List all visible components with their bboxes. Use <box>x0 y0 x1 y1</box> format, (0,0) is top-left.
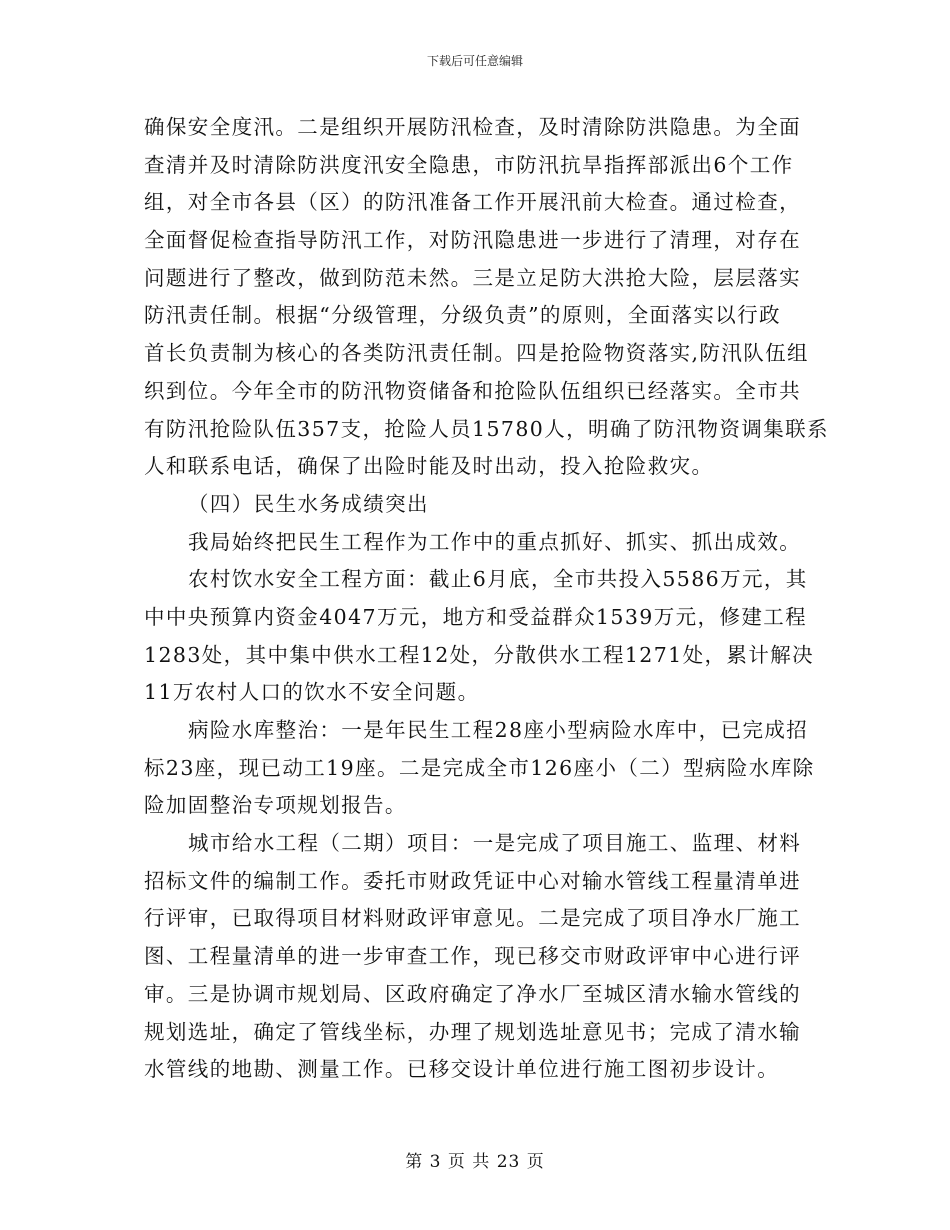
body-line: 图、工程量清单的进一步审查工作，现已移交市财政评审中心进行评 <box>144 944 801 969</box>
body-line: 农村饮水安全工程方面：截止6月底，全市共投入5586万元，其 <box>188 567 808 592</box>
body-line: 中中央预算内资金4047万元，地方和受益群众1539万元，修建工程 <box>144 604 808 629</box>
section-heading: （四）民生水务成绩突出 <box>188 491 429 516</box>
body-line: 首长负责制为核心的各类防汛责任制。四是抢险物资落实,防汛队伍组 <box>144 341 809 366</box>
body-line: 防汛责任制。根据“分级管理，分级负责”的原则，全面落实以行政 <box>144 303 781 328</box>
document-body <box>144 109 829 1089</box>
body-line: 组，对全市各县（区）的防汛准备工作开展汛前大检查。通过检查， <box>144 190 801 215</box>
body-line: 审。三是协调市规划局、区政府确定了净水厂至城区清水输水管线的 <box>144 981 801 1006</box>
body-line: 规划选址，确定了管线坐标，办理了规划选址意见书；完成了清水输 <box>144 1019 801 1044</box>
body-line: 确保安全度汛。二是组织开展防汛检查，及时清除防洪隐患。为全面 <box>144 115 801 139</box>
body-line: 城市给水工程（二期）项目：一是完成了项目施工、监理、材料 <box>188 831 802 856</box>
body-line: 险加固整治专项规划报告。 <box>144 793 407 818</box>
body-line: 织到位。今年全市的防汛物资储备和抢险队伍组织已经落实。全市共 <box>144 378 801 403</box>
body-line: 问题进行了整改，做到防范未然。三是立足防大洪抢大险，层层落实 <box>144 265 801 290</box>
body-line: 有防汛抢险队伍357支，抢险人员15780人，明确了防汛物资调集联系 <box>144 416 829 441</box>
page-number: 第 3 页 共 23 页 <box>405 1152 545 1172</box>
body-line: 人和联系电话，确保了出险时能及时出动，投入抢险救灾。 <box>144 454 714 479</box>
body-line: 全面督促检查指导防汛工作，对防汛隐患进一步进行了清理，对存在 <box>144 228 801 253</box>
body-line: 11万农村人口的饮水不安全问题。 <box>144 680 480 705</box>
body-line: 病险水库整治：一是年民生工程28座小型病险水库中，已完成招 <box>188 718 809 742</box>
body-line: 行评审，已取得项目材料财政评审意见。二是完成了项目净水厂施工 <box>144 906 801 931</box>
page-header-note: 下载后可任意编辑 <box>426 54 523 68</box>
body-line: 水管线的地勘、测量工作。已移交设计单位进行施工图初步设计。 <box>144 1057 780 1082</box>
body-line: 招标文件的编制工作。委托市财政凭证中心对输水管线工程量清单进 <box>144 868 801 893</box>
body-line: 我局始终把民生工程作为工作中的重点抓好、抓实、抓出成效。 <box>188 529 802 554</box>
body-line: 1283处，其中集中供水工程12处，分散供水工程1271处，累计解决 <box>144 642 815 667</box>
body-line: 查清并及时清除防洪度汛安全隐患，市防汛抗旱指挥部派出6个工作 <box>144 152 794 177</box>
body-line: 标23座，现已动工19座。二是完成全市126座小（二）型病险水库除 <box>144 755 815 780</box>
